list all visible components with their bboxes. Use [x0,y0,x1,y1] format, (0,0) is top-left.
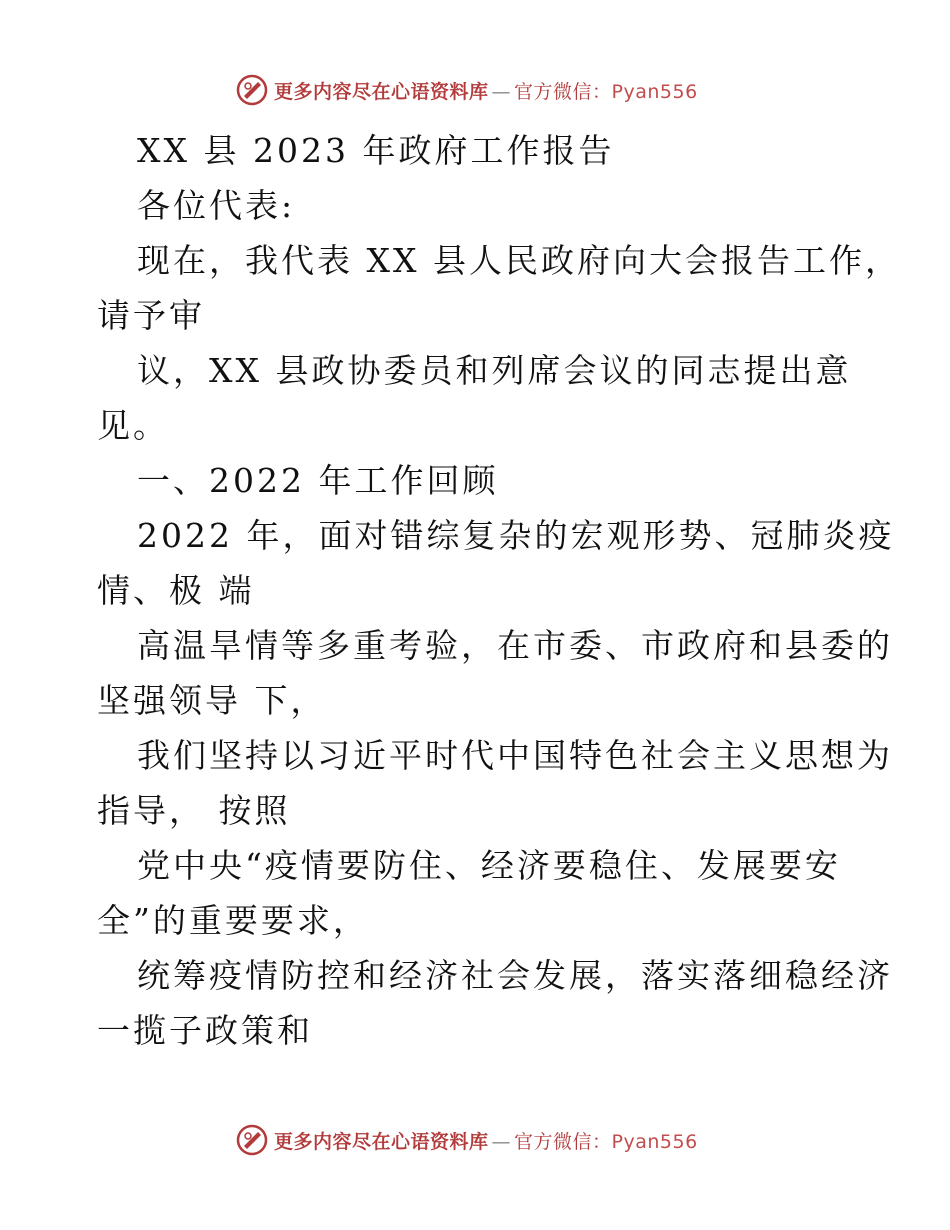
watermark-footer [236,1122,698,1158]
watermark-handle: Pyan556 [611,80,698,103]
watermark-dash: — [491,1130,512,1153]
watermark-brand: 更多内容尽在心语资料库 [274,1130,489,1153]
watermark-dash: — [491,80,512,103]
paragraph-line: 请予审 [97,296,205,335]
paragraph-line: 统筹疫情防控和经济社会发展，落实落细稳经济 [137,956,893,995]
paragraph-line: 全”的重要要求， [97,901,369,940]
paragraph-line: 一揽子政策和 [97,1011,313,1050]
paragraph-line: 现在，我代表 XX 县人民政府向大会报告工作， [137,241,901,280]
paragraph-line: 党中央“疫情要防住、经济要稳住、发展要安 [137,846,841,885]
watermark-text [274,77,698,104]
section-heading: 一、2022 年工作回顾 [137,461,499,500]
watermark-official: 官方微信： [514,1130,612,1153]
watermark-brand: 更多内容尽在心语资料库 [274,80,489,103]
paragraph-line: 高温旱情等多重考验，在市委、市政府和县委的 [137,626,893,665]
document-title: XX 县 2023 年政府工作报告 [137,131,615,170]
paragraph-line: 情、极 端 [97,571,255,610]
watermark-header [236,72,698,108]
paragraph-line: 指导， 按照 [97,791,291,830]
paragraph-line: 2022 年，面对错综复杂的宏观形势、冠肺炎疫 [137,516,895,555]
watermark-handle: Pyan556 [611,1130,698,1153]
paragraph-line: 坚强领导 下， [97,681,327,720]
watermark-text [274,1127,698,1154]
brand-logo-icon [236,1124,268,1156]
salutation: 各位代表: [137,186,296,225]
watermark-official: 官方微信： [514,80,612,103]
brand-logo-icon [236,74,268,106]
paragraph-line: 议，XX 县政协委员和列席会议的同志提出意 [137,351,852,390]
paragraph-line: 见。 [97,406,169,445]
paragraph-line: 我们坚持以习近平时代中国特色社会主义思想为 [137,736,893,775]
document-body [97,123,901,1058]
